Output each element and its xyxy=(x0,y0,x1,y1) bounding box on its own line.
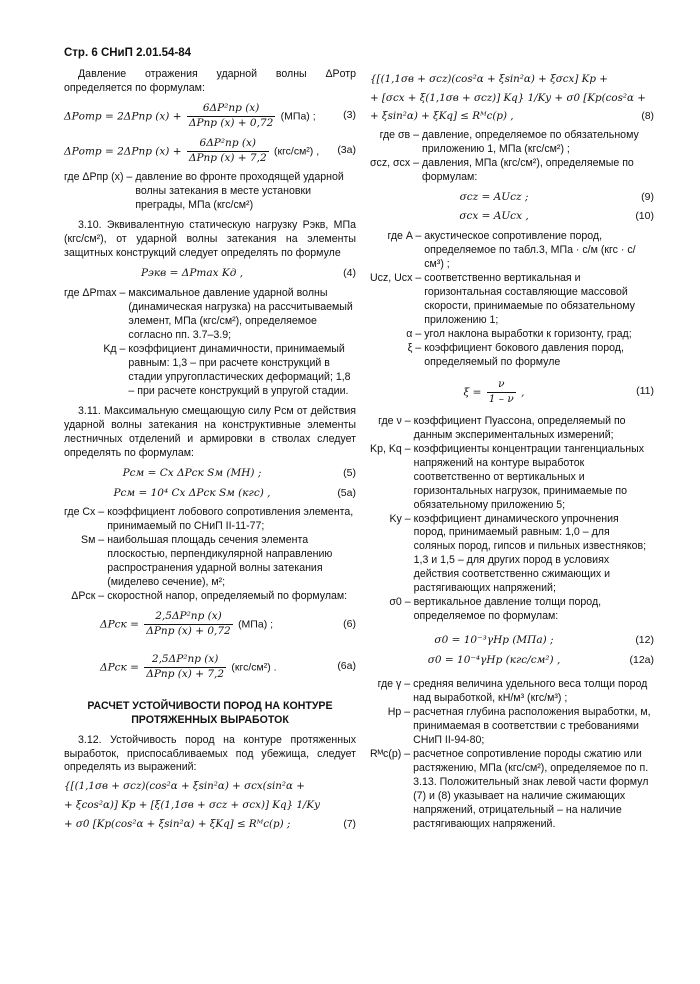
eq6-numerator: 2,5ΔP²пр (x) xyxy=(144,610,232,625)
left-column xyxy=(64,68,356,836)
eq3-lhs: ΔPотр = 2ΔPпр (x) + xyxy=(64,110,182,123)
def-label: Kд – xyxy=(103,342,126,355)
equation-11 xyxy=(370,378,654,407)
eq3a-numerator: 6ΔP²пр (x) xyxy=(187,137,269,152)
eq6-lhs: ΔPск = xyxy=(100,618,139,631)
equation-12a xyxy=(370,654,654,668)
eq6-unit: (МПа) ; xyxy=(238,618,274,631)
eq12-body: σ0 = 10⁻³γHр (МПа) ; xyxy=(434,634,554,647)
def-text: давление во фронте проходящей ударной волны затекания в месте установки преграды, МПа (кгс/см²) xyxy=(135,171,344,212)
eq3a-fraction xyxy=(187,137,269,166)
def-label: где A – xyxy=(387,230,422,243)
def-label: σ0 – xyxy=(389,596,411,609)
eq10-body: σcx = AUcx , xyxy=(459,210,529,223)
eq11-number: (11) xyxy=(636,385,654,398)
def-label: σcz, σcx – xyxy=(370,156,419,169)
def-label: ΔPск – xyxy=(71,590,105,603)
eq11-lhs: ξ = xyxy=(463,386,482,399)
def-text: давления, МПа (кгс/см²), определяемые по формулам: xyxy=(422,156,634,183)
where-block-1 xyxy=(64,171,356,213)
equation-6 xyxy=(64,610,356,639)
eq11-denominator: 1 – ν xyxy=(488,392,514,405)
eq11-fraction xyxy=(487,378,516,407)
def-label: Hр – xyxy=(387,705,411,718)
eq11-numerator: ν xyxy=(487,378,516,393)
def-label: Kу – xyxy=(389,512,411,525)
def-text: коэффициент динамического упрочнения пород, принимаемый равным: 1,0 – для соляных пород, гипсов и пильных известняков; 1,3 и 1,5 – для других пород в условиях действия соответственно сжимающих и растягивающих напряжений; xyxy=(413,512,647,595)
eq6-number: (6) xyxy=(343,617,356,630)
def-label: где ΔPmax – xyxy=(64,287,126,300)
defs-block-4 xyxy=(64,287,356,399)
eq4-number: (4) xyxy=(343,267,356,280)
eq3a-denominator: ΔPпр (x) + 7,2 xyxy=(188,151,267,164)
eq6a-numerator: 2,5ΔP²пр (x) xyxy=(144,653,226,668)
eq3-denominator: ΔPпр (x) + 0,72 xyxy=(188,116,274,129)
eq3-unit: (МПа) ; xyxy=(280,110,316,123)
def-text: коэффициент лобового сопротивления элемента, принимаемый по СНиП II-11-77; xyxy=(107,506,354,533)
defs-block-8 xyxy=(370,129,654,185)
eq7-line-1: {[(1,1σв + σcz)(cos²α + ξsin²α) + σcx(sin²α + xyxy=(64,780,305,793)
eq6a-lhs: ΔPск = xyxy=(100,661,139,674)
def-label: Rᴹс(р) – xyxy=(370,747,411,760)
defs-block-5 xyxy=(64,506,356,604)
defs-block-11 xyxy=(370,415,654,625)
paragraph-3-10: 3.10. Эквивалентную статическую нагрузку Pэкв, МПа (кгс/см²), от ударной волны затекания на элементы защитных конструкций следует определять по формуле xyxy=(64,219,356,260)
def-text: коэффициенты концентрации тангенциальных напряжений на контуре выработок соответственно от вертикальных и горизонтальных нагрузок, принимаемые по обязательному приложению 5; xyxy=(413,442,645,511)
equation-9 xyxy=(370,191,654,205)
eq7-number: (7) xyxy=(343,818,356,830)
def-label: ξ – xyxy=(407,342,422,355)
eq3-numerator: 6ΔP²пр (x) xyxy=(187,102,275,117)
def-text: максимальное давление ударной волны (динамическая нагрузка) на рассчитываемый элемент, МПа (кгс/см²), определяемое согласно пп. 3.7–3.9; xyxy=(128,287,353,341)
equation-5a xyxy=(64,487,356,501)
eq9-number: (9) xyxy=(641,190,654,203)
def-text: акустическое сопротивление пород, определяемое по табл.3, МПа · с/м (кгс · с/см³) ; xyxy=(424,230,636,271)
def-text: угол наклона выработки к горизонту, град; xyxy=(424,328,632,341)
eq3-number: (3) xyxy=(343,109,356,122)
equation-8 xyxy=(370,73,654,124)
eq10-number: (10) xyxy=(635,210,654,223)
eq6a-denominator: ΔPпр (x) + 7,2 xyxy=(146,667,225,680)
def-label: где Cx – xyxy=(64,506,105,519)
defs-block-10 xyxy=(370,230,654,370)
equation-3 xyxy=(64,102,356,131)
def-text: расчетная глубина расположения выработки, м, принимаемая в соответствии с требованиями СНиП II-94-80; xyxy=(413,705,651,746)
equation-6a xyxy=(64,653,356,682)
eq12a-body: σ0 = 10⁻⁴γHр (кгс/см²) , xyxy=(427,654,561,667)
def-label: где σв – xyxy=(379,128,419,141)
eq6a-fraction xyxy=(144,653,226,682)
eq4-body: Pэкв = ΔPmax Kд , xyxy=(140,267,244,280)
intro-paragraph: Давление отражения ударной волны ΔPотр определяется по формулам: xyxy=(64,68,356,94)
eq6a-number: (6а) xyxy=(337,660,356,673)
equation-7 xyxy=(64,780,356,831)
eq8-line-2: + [σcx + ξ(1,1σв + σcz)] Kq} 1/Kу + σ0 [Kp(cos²α + xyxy=(370,91,646,104)
eq8-number: (8) xyxy=(641,111,654,123)
def-text: средняя величина удельного веса толщи пород над выработкой, кН/м³ (кгс/м³) ; xyxy=(413,677,648,704)
section-title: РАСЧЕТ УСТОЙЧИВОСТИ ПОРОД НА КОНТУРЕ ПРОТЯЖЕННЫХ ВЫРАБОТОК xyxy=(87,699,333,726)
eq12-number: (12) xyxy=(635,634,654,647)
def-text: коэффициент бокового давления пород, определяемый по формуле xyxy=(424,342,624,369)
eq7-line-2: + ξcos²α)] Kp + [ξ(1,1σв + σcz + σcx)] Kq} 1/Kу xyxy=(64,799,321,812)
def-label: где ΔPпр (x) – xyxy=(64,171,133,184)
eq11-tail: , xyxy=(521,386,525,399)
eq9-body: σcz = AUcz ; xyxy=(459,190,529,203)
eq3a-lhs: ΔPотр = 2ΔPпр (x) + xyxy=(64,145,182,158)
eq5-body: Pсм = Cx ΔPск Sм (МН) ; xyxy=(122,466,262,479)
equation-5 xyxy=(64,467,356,481)
eq12a-number: (12а) xyxy=(629,654,654,667)
right-column xyxy=(370,68,654,838)
paragraph-3-11: 3.11. Максимальную смещающую силу Pсм от действия ударной волны затекания на конструктивные элементы лестничных отделений и армировки в стволах следует определять по формулам: xyxy=(64,404,356,459)
equation-3a xyxy=(64,137,356,166)
def-text: давление, определяемое по обязательному приложению 1, МПа (кгс/см²) ; xyxy=(422,128,639,155)
def-label: где ν – xyxy=(378,414,411,427)
equation-4 xyxy=(64,267,356,281)
def-text: вертикальное давление толщи пород, определяемое по формулам: xyxy=(413,596,602,623)
def-label: α – xyxy=(406,328,422,341)
paragraph-3-12: 3.12. Устойчивость пород на контуре протяженных выработок, приспосабливаемых под убежища, следует определять из выражений: xyxy=(64,733,356,774)
defs-block-12 xyxy=(370,678,654,832)
equation-12 xyxy=(370,634,654,648)
def-text: расчетное сопротивление породы сжатию или растяжению, МПа (кгс/см²), определяемое по п. 3.13. Положительный знак левой части формул (7) и (8) указывает на наличие сжимающих напряжений, отрицательный – на наличие растягивающих напряжений. xyxy=(413,747,649,830)
def-label: Kp, Kq – xyxy=(370,442,411,455)
eq8-line-1: {[(1,1σв + σcz)(cos²α + ξsin²α) + ξσcx] Kp + xyxy=(370,73,608,85)
eq3-fraction xyxy=(187,102,275,131)
eq5-number: (5) xyxy=(343,466,356,479)
equation-10 xyxy=(370,210,654,224)
eq6-fraction xyxy=(144,610,232,639)
eq6a-unit: (кгс/см²) . xyxy=(231,661,277,674)
def-text: соответственно вертикальная и горизонтальная составляющие массовой скорости, принимаемые по обязательному приложению 1; xyxy=(424,272,635,327)
eq3a-unit: (кгс/см²) , xyxy=(273,145,320,158)
eq5a-body: Pсм = 10⁴ Cx ΔPск Sм (кгс) , xyxy=(113,486,271,499)
def-text: коэффициент динамичности, принимаемый равным: 1,3 – при расчете конструкций в стадии упругопластических деформаций; 1,8 – при расчете конструкций в упругой стадии. xyxy=(128,342,351,397)
def-label: где γ – xyxy=(377,677,411,690)
page-header: Стр. 6 СНиП 2.01.54-84 xyxy=(64,47,192,59)
eq3a-number: (3а) xyxy=(337,144,356,157)
def-label: Ucz, Ucx – xyxy=(370,272,422,285)
eq6-denominator: ΔPпр (x) + 0,72 xyxy=(146,625,231,638)
eq7-line-3: + σ0 [Kp(cos²α + ξsin²α) + ξKq] ≤ Rᴹс(р) ; xyxy=(64,817,291,830)
def-text: коэффициент Пуассона, определяемый по данным экспериментальных измерений; xyxy=(413,414,626,441)
eq5a-number: (5а) xyxy=(337,486,356,499)
def-label: Sм – xyxy=(81,534,105,547)
def-text: скоростной напор, определяемый по формулам: xyxy=(107,590,348,603)
eq8-line-3: + ξsin²α) + ξKq] ≤ Rᴹс(р) , xyxy=(370,110,514,123)
def-text: наибольшая площадь сечения элемента плоскостью, перпендикулярной направлению распространения ударной волны затекания (миделево сечение), м²; xyxy=(107,534,333,589)
